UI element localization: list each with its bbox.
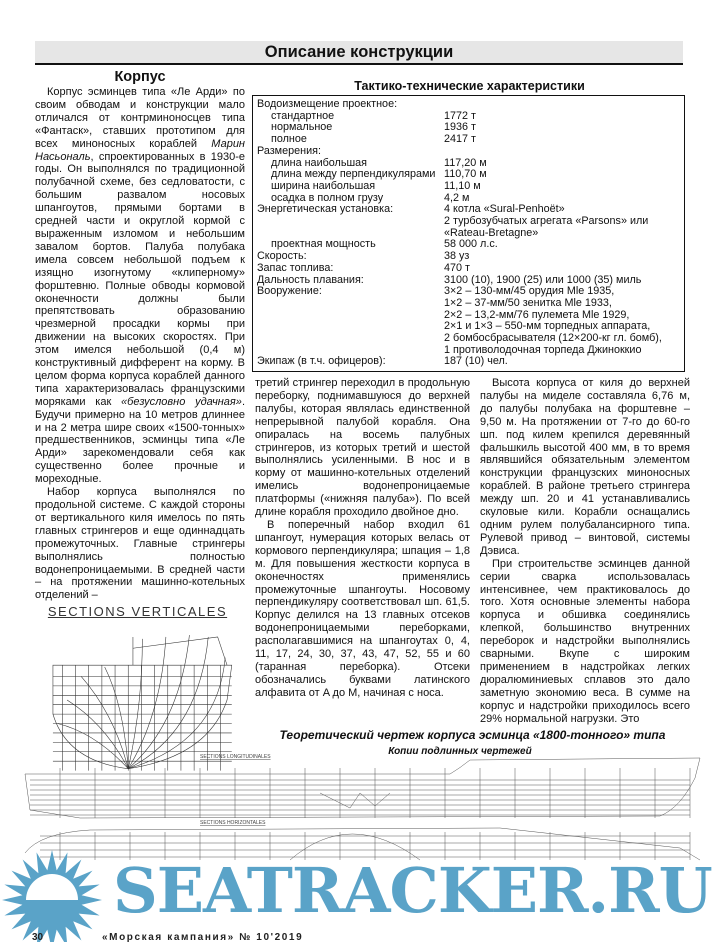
- specs-value: 470 т: [444, 261, 470, 274]
- specs-row: [257, 356, 680, 368]
- left-column-text: [35, 86, 245, 602]
- paragraph: Высота корпуса от киля до верхней палубы на миделе составляла 6,76 м, до палубы полубака на форштевне – 9,50 м. На протяжении от 7-го до 60-го шп. под килем крепился деревянный фальшкиль высотой 400 мм, в то время являвшийся обязательным элементом конструкции французских миноносных кораблей. В районе третьего стрингера между шп. 20 и 41 устанавливались скуловые кили. Корабли оснащались одним рулем полубалансирного типа. Рулевой привод – винтовой, системы Дэвиса.: [480, 377, 690, 557]
- section-header: Описание конструкции: [35, 41, 683, 65]
- specs-label: [257, 310, 444, 322]
- specs-table: [252, 95, 685, 372]
- specs-label: Водоизмещение проектное:: [257, 98, 398, 110]
- specs-label: нормальное: [271, 121, 333, 134]
- specs-value: [444, 99, 680, 111]
- paragraph: Набор корпуса выполнялся по продольной системе. С каждой стороны от вертикального киля имелось по пять главных стрингеров и еще одиннадцать промежуточных. Главные стрингеры выполнялись полностью водонепроницаемыми. В средней части – на протяжении машинно-котельных отделений –: [35, 486, 245, 602]
- watermark-text: SEATRACKER.RU: [113, 854, 712, 927]
- specs-label: Запас топлива:: [257, 261, 334, 274]
- specs-row: [257, 99, 680, 111]
- specs-row: [257, 298, 680, 310]
- specs-label: Вооружение:: [257, 285, 322, 298]
- page-number: 30: [32, 932, 44, 943]
- specs-row: [257, 333, 680, 345]
- specs-value: 2 бомбосбрасывателя (12×200-кг гл. бомб),: [444, 332, 662, 345]
- specs-value: 1936 т: [444, 121, 476, 134]
- specs-value: 4 котла «Sural-Penhoët»: [444, 203, 565, 216]
- text-run: , спроектированных в 1930-е годы. Он выполнялся по традиционной полубачной схеме, без седловатости, с большим развалом носовых шпангоутов, прямыми бортами в средней части и округлой кормой с выраженным изломом и небольшим завалом бортов. Палуба полубака имела совсем небольшой подъем к изящно изогнутому «клиперному» форштевню. Полные обводы кормовой оконечности должны были препятствовать образованию чрезмерной просадки кормы при движении на высоких скоростях. При этом имелся небольшой (0,4 м) конструктивный дифферент на корму. В целом форма корпуса кораблей данного типа характеризовалась французскими моряками как: [35, 150, 245, 408]
- specs-label: стандартное: [271, 109, 335, 122]
- horizontal-label: SECTIONS HORIZONTALES: [200, 820, 266, 826]
- text-run-italic: Марин Насьональ: [35, 137, 245, 163]
- specs-value: 2 турбозубчатых агрегата «Parsons» или: [444, 215, 649, 228]
- body-columns: [255, 377, 690, 758]
- specs-value: 117,20 м: [444, 156, 487, 169]
- specs-row: [257, 146, 680, 158]
- specs-row: [257, 216, 680, 228]
- specs-value: 11,10 м: [444, 179, 481, 192]
- specs-label: проектная мощность: [271, 238, 376, 251]
- specs-label: длина наибольшая: [271, 156, 367, 169]
- specs-value: «Rateau-Bretagne»: [444, 226, 539, 239]
- specs-row: [257, 263, 680, 275]
- specs-label: полное: [271, 133, 307, 146]
- specs-value: 4,2 м: [444, 191, 470, 204]
- specs-label: Дальность плавания:: [257, 273, 364, 286]
- specs-label: длина между перпендикулярами: [271, 168, 436, 181]
- specs-value: 110,70 м: [444, 168, 487, 181]
- specs-label: осадка в полном грузу: [271, 191, 384, 204]
- specs-label: [257, 333, 444, 345]
- specs-value: 2×2 – 13,2-мм/76 пулемета Mle 1929,: [444, 308, 630, 321]
- specs-value: 3×2 – 130-мм/45 орудия Mle 1935,: [444, 285, 615, 298]
- figure-caption: Теоретический чертеж корпуса эсминца «1800-тонного» типа: [279, 728, 666, 743]
- specs-label: ширина наибольшая: [271, 179, 376, 192]
- specs-label: [257, 216, 444, 228]
- text-columns: [255, 377, 690, 725]
- specs-value: 38 уз: [444, 250, 470, 263]
- text-run: . Будучи примерно на 10 метров длиннее и на 2 метра шире своих «1500-тонных» предшественников, эсминцы типа «Ле Арди» зарекомендовали себя как существенно более прочные и мореходные.: [35, 395, 245, 486]
- paragraph: При строительстве эсминцев данной серии сварка использовалась интенсивнее, чем практиковалось до того. Хотя основные элементы набора корпуса и обшивка соединялись клепкой, большинство внутренних переборок и надстройки выполнялись сварными. Вкупе с широким применением в надстройках легких дюралюминиевых сплавов это дало заметную экономию веса. В сумме на корпус и надстройки приходилось всего 29% нормальной нагрузки. Это: [480, 557, 690, 725]
- section-heading: Корпус: [114, 69, 166, 85]
- specs-label: Энергетическая установка:: [257, 203, 394, 216]
- paragraph: В поперечный набор входил 61 шпангоут, нумерация которых велась от кормового перпендикуляра; шпация – 1,8 м. Для повышения жесткости корпуса в оконечностях применялись промежуточные шпангоуты. Носовому перпендикуляру соответствовал шп. 61,5. Корпус делился на 13 главных отсеков водонепроницаемыми переборками, располагавшимися на шпангоутах 0, 4, 11, 17, 24, 30, 37, 43, 47, 52, 55 и 60 (таранная переборка). Отсеки обозначались буквами латинского алфавита от A до M, начиная с носа.: [255, 518, 470, 699]
- specs-title: Тактико-технические характеристики: [354, 79, 585, 93]
- specs-label: [257, 321, 444, 333]
- paragraph: третий стрингер переходил в продольную переборку, поднимавшуюся до верхней палубы, которая являлась единственной непрерывной палубой корабля. Она опиралась на восемь палубных стрингеров, из которых третий и шестой выполнялись усиленными. В нос и в корму от машинно-котельных отделений имелись водонепроницаемые платформы («нижняя палуба»). По всей длине корабля проходило двойное дно.: [255, 377, 470, 519]
- specs-value: 1×2 – 37-мм/50 зенитка Mle 1933,: [444, 296, 612, 309]
- drawing-label: SECTIONS VERTICALES: [47, 604, 228, 620]
- specs-value: 187 (10) чел.: [444, 355, 508, 368]
- text-run: Корпус эсминцев типа «Ле Арди» по своим обводам и конструкции мало отличался от контрминоносцев типа «Фантаск», ставших прототипом для всех миноносных кораблей: [35, 86, 245, 150]
- hull-lines-drawing: [20, 748, 710, 863]
- right-column-text: [480, 377, 690, 725]
- left-column: [35, 86, 245, 780]
- longitudinal-label: SECTIONS LONGITUDINALES: [200, 754, 271, 760]
- paragraph: [35, 86, 245, 486]
- specs-value: [444, 146, 680, 158]
- middle-column-text: [255, 377, 470, 725]
- specs-label: [257, 298, 444, 310]
- specs-value: 1 противолодочная торпеда Джиноккио: [444, 343, 642, 356]
- figure-subcaption: Копии подлинных чертежей: [388, 746, 532, 758]
- specs-value: 1772 т: [444, 109, 476, 122]
- specs-value: 3100 (10), 1900 (25) или 1000 (35) миль: [444, 273, 642, 286]
- specs-row: [257, 181, 680, 193]
- magazine-footer: «Морская кампания» № 10'2019: [102, 932, 304, 943]
- specs-label: Скорость:: [257, 250, 307, 263]
- specs-value: 58 000 л.с.: [444, 238, 498, 251]
- text-run-italic: «безусловно удачная»: [121, 395, 242, 408]
- specs-label: Размерения:: [257, 144, 321, 157]
- specs-value: 2417 т: [444, 133, 476, 146]
- specs-value: 2×1 и 1×3 – 550-мм торпедных аппарата,: [444, 320, 651, 333]
- specs-label: Экипаж (в т.ч. офицеров):: [257, 355, 386, 368]
